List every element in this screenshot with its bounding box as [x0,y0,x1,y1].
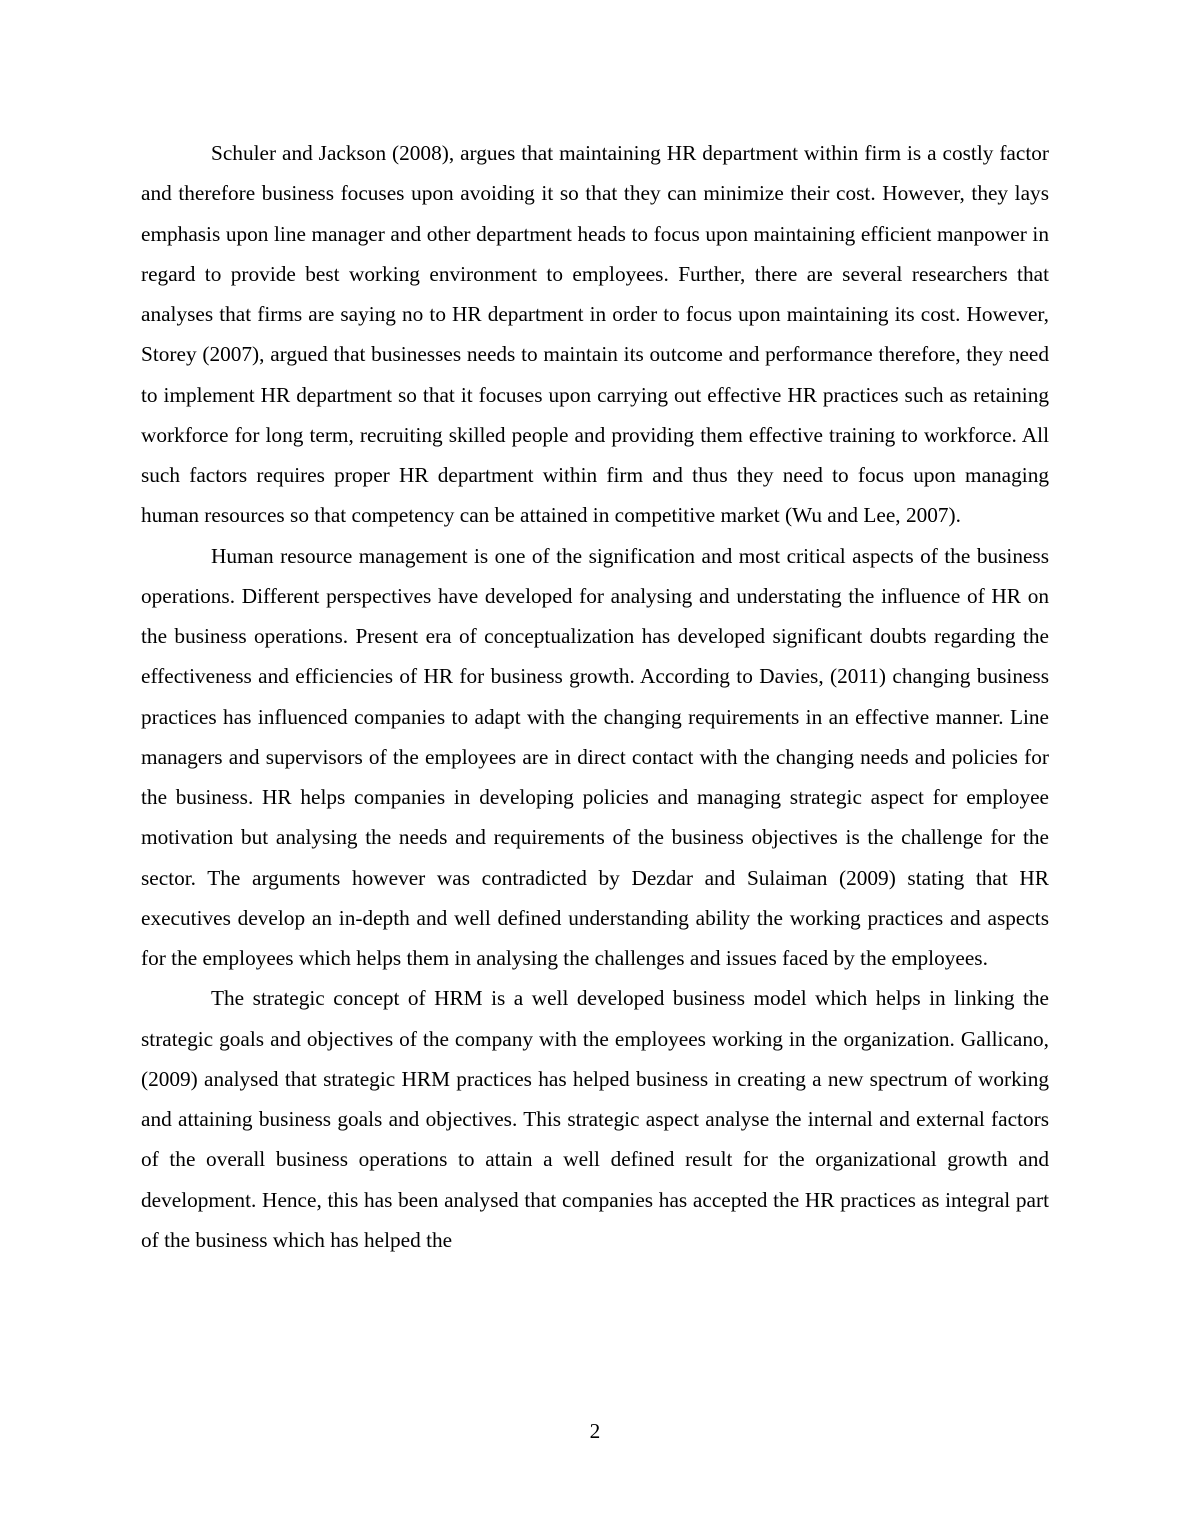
paragraph-schuler-jackson: Schuler and Jackson (2008), argues that maintaining HR department within firm is a costly factor and therefore business focuses upon avoiding it so that they can minimize their cost. However, they lays emphasis upon line manager and other department heads to focus upon maintaining efficient manpower in regard to provide best working environment to employees. Further, there are several researchers that analyses that firms are saying no to HR department in order to focus upon maintaining its cost. However, Storey (2007), argued that businesses needs to maintain its outcome and performance therefore, they need to implement HR department so that it focuses upon carrying out effective HR practices such as retaining workforce for long term, recruiting skilled people and providing them effective training to workforce. All such factors requires proper HR department within firm and thus they need to focus upon managing human resources so that competency can be attained in competitive market (Wu and Lee, 2007). [141,141,1049,528]
paragraph-strategic-hrm: The strategic concept of HRM is a well developed business model which helps in linking the strategic goals and objectives of the company with the employees working in the organization. Gallicano, (2009) analysed that strategic HRM practices has helped business in creating a new spectrum of working and attaining business goals and objectives. This strategic aspect analyse the internal and external factors of the overall business operations to attain a well defined result for the organizational growth and development. Hence, this has been analysed that companies has accepted the HR practices as integral part of the business which has helped the [141,986,1049,1252]
paragraph-hrm-critical-aspects: Human resource management is one of the signification and most critical aspects of the business operations. Different perspectives have developed for analysing and understating the influence of HR on the business operations. Present era of conceptualization has developed significant doubts regarding the effectiveness and efficiencies of HR for business growth. According to Davies, (2011) changing business practices has influenced companies to adapt with the changing requirements in an effective manner. Line managers and supervisors of the employees are in direct contact with the changing needs and policies for the business. HR helps companies in developing policies and managing strategic aspect for employee motivation but analysing the needs and requirements of the business objectives is the challenge for the sector. The arguments however was contradicted by Dezdar and Sulaiman (2009) stating that HR executives develop an in-depth and well defined understanding ability the working practices and aspects for the employees which helps them in analysing the challenges and issues faced by the employees. [141,543,1049,970]
page-number: 2 [589,1419,601,1443]
body-text [141,133,1049,1260]
